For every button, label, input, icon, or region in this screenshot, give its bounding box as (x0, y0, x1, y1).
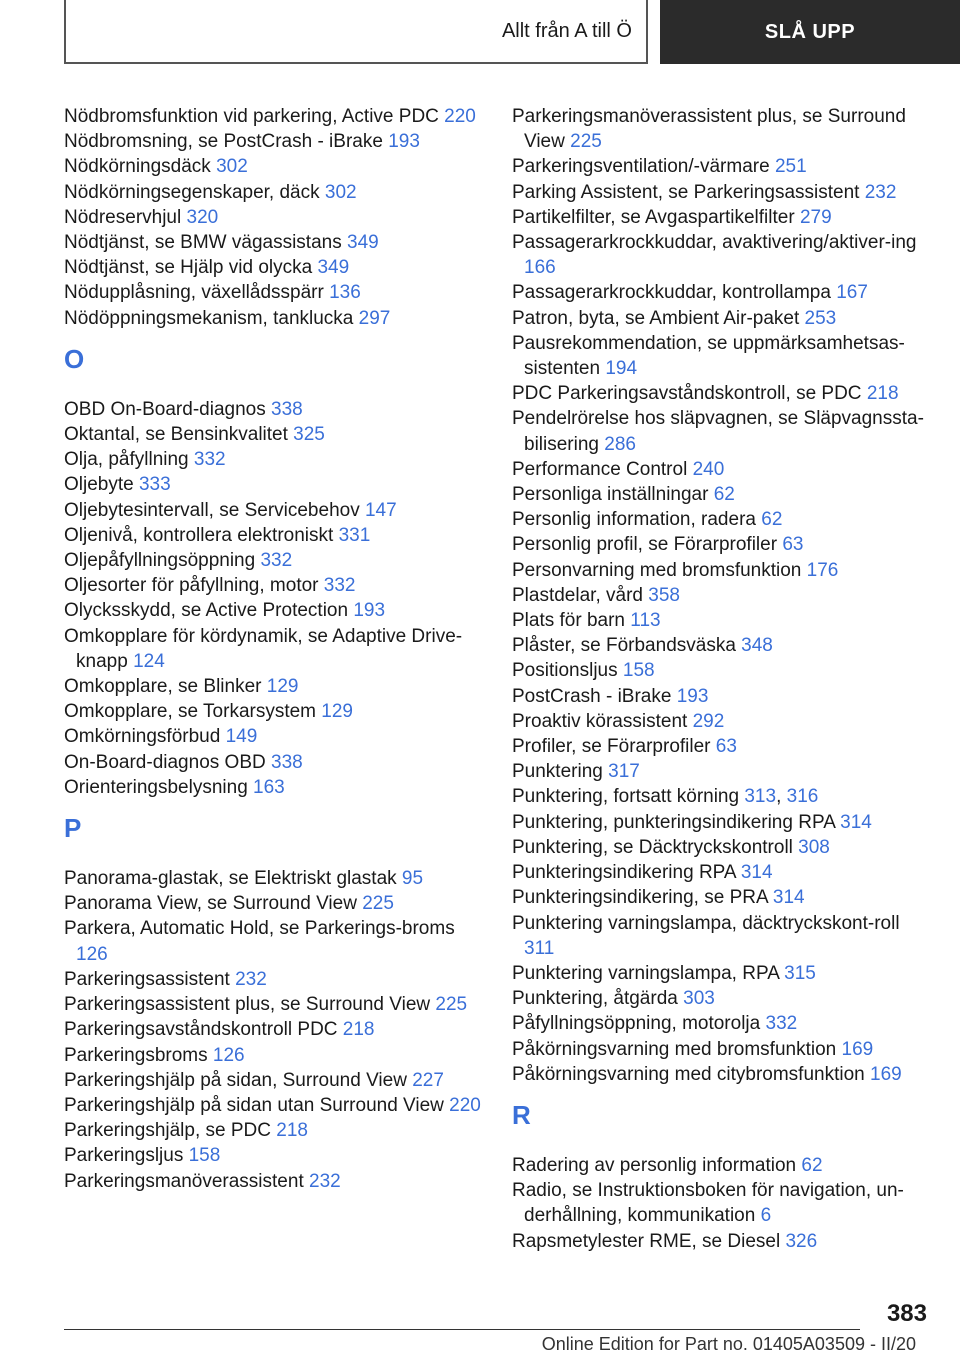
index-entry (512, 608, 927, 633)
index-entry-text: Påkörningsvarning med citybromsfunktion (512, 1063, 865, 1085)
index-entry-text: Påfyllningsöppning, motorolja (512, 1013, 761, 1035)
page-reference-link[interactable]: 176 (806, 559, 839, 581)
index-entry (512, 961, 927, 986)
index-entry (64, 280, 484, 305)
index-entry (512, 558, 927, 583)
page-reference-link[interactable]: 313 (744, 786, 777, 808)
index-entry (512, 1011, 927, 1036)
index-entry (512, 684, 927, 709)
index-entry (512, 205, 927, 230)
index-entry-text: Radering av personlig information (512, 1154, 797, 1176)
page-reference-link[interactable]: 333 (138, 474, 171, 496)
index-entry-text: Nödupplåsning, växellådsspärr (64, 282, 324, 304)
lookup-button[interactable] (660, 0, 960, 64)
page-reference-link[interactable]: 302 (324, 181, 357, 203)
index-entry-text: Partikelfilter, se Avgaspartikelfilter (512, 206, 795, 228)
index-entry-text: PostCrash - iBrake (512, 685, 672, 707)
index-entry (512, 280, 927, 305)
index-entry-text: Parkeringshjälp på sidan utan Surround View (64, 1094, 444, 1116)
index-entry-text: Oljebytesintervall, se Servicebehov (64, 499, 360, 521)
page-reference-link[interactable]: 348 (741, 635, 773, 657)
page-reference-link[interactable]: 320 (186, 206, 219, 228)
lookup-button-label: SLÅ UPP (764, 20, 856, 43)
index-entry-text: Punktering varningslampa, däcktryckskont-roll (512, 912, 900, 934)
index-entry (512, 180, 927, 205)
index-entry (64, 306, 484, 331)
index-entry (512, 381, 927, 406)
page-reference-link[interactable]: 62 (713, 484, 735, 506)
index-entry-text: Oktantal, se Bensinkvalitet (64, 424, 288, 446)
page-reference-link[interactable]: 194 (605, 358, 638, 380)
index-entry-text: Nödreservhjul (64, 206, 182, 228)
page-reference-link[interactable]: 124 (133, 650, 165, 672)
index-entry-text: Panorama View, se Surround View (64, 893, 357, 915)
page-reference-link[interactable]: 126 (76, 943, 108, 965)
index-entry-text: Oljenivå, kontrollera elektroniskt (64, 524, 334, 546)
index-entry (512, 1153, 927, 1178)
footer-divider (64, 1329, 860, 1330)
index-entry-text: Nödkörningsdäck (64, 156, 211, 178)
index-entry (64, 447, 484, 472)
index-entry (512, 1062, 927, 1087)
page-reference-link[interactable]: 158 (622, 660, 655, 682)
index-entry (64, 422, 484, 447)
page-reference-link[interactable]: 193 (676, 685, 709, 707)
index-entry-text: Personlig information, radera (512, 509, 756, 531)
page-reference-link[interactable]: 311 (524, 937, 555, 959)
index-entry-text: Nödbromsfunktion vid parkering, Active PDC (64, 106, 439, 127)
page-reference-link[interactable]: 338 (271, 398, 303, 420)
index-entry-text: Påkörningsvarning med bromsfunktion (512, 1038, 837, 1060)
index-entry (64, 1169, 484, 1194)
index-entry-text: Oljesorter för påfyllning, motor (64, 575, 319, 597)
page-reference-link[interactable]: 95 (401, 868, 424, 890)
index-entry (512, 835, 927, 860)
page-reference-link[interactable]: 292 (692, 710, 725, 732)
index-entry (64, 523, 484, 548)
index-entry (512, 709, 927, 734)
page-reference-link[interactable]: 169 (870, 1063, 902, 1085)
page-reference-link[interactable]: 303 (683, 988, 715, 1010)
index-entry-text: Omkopplare, se Torkarsystem (64, 701, 317, 723)
page-reference-link[interactable]: 331 (338, 524, 371, 546)
index-entry-text: Parkeringsavståndskontroll PDC (64, 1019, 338, 1041)
page-reference-link[interactable]: 279 (799, 206, 832, 228)
index-entry-text: Plåster, se Förbandsväska (512, 635, 736, 657)
page-reference-link[interactable]: 63 (715, 736, 737, 758)
page-reference-link[interactable]: 240 (692, 458, 725, 480)
index-entry (512, 810, 927, 835)
page-reference-link[interactable]: 166 (524, 257, 556, 279)
page-reference-link[interactable]: 227 (412, 1069, 444, 1091)
index-entry (64, 1143, 484, 1168)
index-entry (64, 397, 484, 422)
page-reference-link[interactable]: 308 (798, 836, 830, 858)
index-entry (512, 482, 927, 507)
index-entry-text: Passagerarkrockkuddar, avaktivering/aktiver-ing (512, 232, 917, 254)
page-reference-link[interactable]: 225 (362, 893, 394, 915)
index-entry-text: Olja, påfyllning (64, 449, 189, 471)
index-entry (64, 1118, 484, 1143)
index-entry-text: Orienteringsbelysning (64, 776, 248, 798)
index-entry (512, 658, 927, 683)
index-entry-text: OBD On-Board-diagnos (64, 398, 266, 420)
page-reference-link[interactable]: 129 (321, 701, 353, 723)
index-entry (64, 180, 484, 205)
page-reference-link[interactable]: 253 (804, 307, 837, 329)
index-entry: Punktering, fortsatt körning 313, 316 (512, 786, 819, 808)
index-entry (64, 1043, 484, 1068)
page-reference-link[interactable]: 316 (786, 786, 819, 808)
index-entry-text: Parkeringshjälp, se PDC (64, 1120, 271, 1142)
page-reference-link[interactable]: 314 (740, 862, 773, 884)
index-entry (512, 507, 927, 532)
page-reference-link[interactable]: 251 (774, 156, 807, 178)
page-reference-link[interactable]: 63 (782, 534, 804, 556)
index-entry-text: Proaktiv körassistent (512, 710, 688, 732)
index-entry (64, 866, 484, 891)
page-reference-link[interactable]: 332 (765, 1013, 798, 1035)
index-entry (512, 633, 927, 658)
page-reference-link[interactable]: 167 (836, 282, 868, 304)
index-entry-text: Oljepåfyllningsöppning (64, 550, 256, 572)
page-reference-link[interactable]: 317 (608, 761, 640, 783)
index-entry (512, 1178, 927, 1228)
page-reference-link[interactable]: 193 (353, 600, 386, 622)
index-entry-text: Punktering, se Däcktryckskontroll (512, 836, 793, 858)
index-entry (512, 583, 927, 608)
index-entry-text: PDC Parkeringsavståndskontroll, se PDC (512, 383, 862, 405)
index-entry-text: Oljebyte (64, 474, 134, 496)
index-entry-text: Olycksskydd, se Active Protection (64, 600, 349, 622)
index-entry (512, 1229, 927, 1254)
page-reference-link[interactable]: 169 (841, 1038, 874, 1060)
index-entry (64, 104, 484, 129)
page-reference-link[interactable]: 225 (570, 131, 602, 153)
page-reference-link[interactable]: 349 (317, 257, 350, 279)
index-entry-text: Punkteringsindikering RPA (512, 862, 736, 884)
index-entry-text: Punktering varningslampa, RPA (512, 962, 779, 984)
index-entry (64, 1093, 484, 1118)
index-entry-text: Personlig profil, se Förarprofiler (512, 534, 778, 556)
page-reference-link[interactable]: 232 (864, 181, 897, 203)
index-entry (64, 916, 484, 966)
index-entry (64, 498, 484, 523)
index-entry (64, 472, 484, 497)
page-reference-link[interactable]: 338 (271, 751, 303, 773)
index-entry (64, 154, 484, 179)
index-entry (64, 674, 484, 699)
index-entry-text: Punktering (512, 761, 603, 783)
index-entry-text: Personvarning med bromsfunktion (512, 559, 802, 581)
index-entry-text: Rapsmetylester RME, se Diesel (512, 1230, 781, 1252)
index-entry-text: Omkopplare för kördynamik, se Adaptive Drive-knapp (64, 625, 463, 672)
index-entry (512, 860, 927, 885)
index-entry (512, 406, 927, 456)
edition-note: Online Edition for Part no. 01405A03509 - II/20 (541, 1334, 916, 1354)
index-entry-text: Parkeringsmanöverassistent (64, 1170, 304, 1192)
index-entry (512, 885, 927, 910)
index-entry (64, 573, 484, 598)
page-reference-link[interactable]: 225 (435, 994, 468, 1016)
index-entry (512, 230, 927, 280)
index-entry-text: Plastdelar, vård (512, 584, 643, 606)
index-entry-text: Positionsljus (512, 660, 618, 682)
index-entry-text: Panorama-glastak, se Elektriskt glastak (64, 868, 397, 890)
index-entry-text: Plats för barn (512, 610, 625, 632)
page-reference-link[interactable]: 158 (188, 1145, 221, 1167)
page-reference-link[interactable]: 193 (388, 131, 420, 153)
section-tab-label: Allt från A till Ö (501, 19, 632, 42)
index-entry-text: Pendelrörelse hos släpvagnen, se Släpvagnssta-bilisering (512, 408, 924, 455)
index-entry (512, 986, 927, 1011)
page-reference-link[interactable]: 302 (216, 156, 248, 178)
page-reference-link[interactable]: 358 (648, 584, 680, 606)
page-reference-link[interactable]: 326 (785, 1230, 818, 1252)
index-entry-text: Parkeringsventilation/-värmare (512, 156, 770, 178)
index-column-left (64, 104, 484, 1194)
index-column-right (512, 104, 927, 1254)
page-reference-link[interactable]: 220 (444, 106, 476, 127)
index-entry-text: Punktering, punkteringsindikering RPA (512, 811, 835, 833)
page-reference-link[interactable]: 332 (260, 550, 293, 572)
index-entry-text: Punktering, åtgärda (512, 988, 678, 1010)
index-entry (512, 154, 927, 179)
index-entry (512, 911, 927, 961)
index-entry (512, 1037, 927, 1062)
page-reference-link[interactable]: 6 (760, 1205, 772, 1227)
index-entry-text: Profiler, se Förarprofiler (512, 736, 711, 758)
index-entry (64, 205, 484, 230)
index-entry-text: Personliga inställningar (512, 484, 709, 506)
index-entry-text: Pausrekommendation, se uppmärksamhetsas-sistenten (512, 332, 905, 380)
index-entry-text: Nödkörningsegenskaper, däck (64, 181, 320, 203)
index-entry (512, 457, 927, 482)
index-letter-heading: O (64, 343, 85, 374)
index-entry (64, 1068, 484, 1093)
page-reference-link[interactable]: 126 (212, 1044, 245, 1066)
index-entry (512, 759, 927, 784)
index-entry-text: Parkera, Automatic Hold, se Parkerings-broms (64, 918, 455, 940)
page-reference-link[interactable]: 218 (866, 383, 899, 405)
page-reference-link[interactable]: 220 (449, 1094, 481, 1116)
page-reference-link[interactable]: 314 (840, 811, 872, 833)
index-entry-text: Nödtjänst, se Hjälp vid olycka (64, 257, 313, 279)
index-entry (64, 750, 484, 775)
index-entry-text: Parkeringsassistent plus, se Surround View (64, 994, 431, 1016)
index-entry (64, 548, 484, 573)
index-entry (64, 598, 484, 623)
index-entry (64, 967, 484, 992)
page-reference-link[interactable]: 163 (253, 776, 285, 798)
index-entry (64, 775, 484, 800)
page-reference-link[interactable]: 149 (225, 726, 258, 748)
index-entry-text: Parking Assistent, se Parkeringsassistent (512, 181, 860, 203)
index-entry-text: Punkteringsindikering, se PRA (512, 887, 768, 909)
page-reference-link[interactable]: 136 (329, 282, 361, 304)
index-entry-text: Performance Control (512, 458, 688, 480)
page-reference-link[interactable]: 332 (323, 575, 356, 597)
index-entry-text: Parkeringsljus (64, 1145, 184, 1167)
index-entry (64, 891, 484, 916)
section-tab[interactable] (64, 0, 648, 64)
page-reference-link[interactable]: 232 (309, 1170, 341, 1192)
index-entry-text: Parkeringshjälp på sidan, Surround View (64, 1069, 407, 1091)
page-reference-link[interactable]: 297 (358, 307, 391, 329)
index-entry-text: Passagerarkrockkuddar, kontrollampa (512, 282, 831, 304)
index-entry (512, 104, 927, 154)
page-reference-link[interactable]: 286 (604, 433, 636, 455)
index-entry (64, 992, 484, 1017)
page-reference-link[interactable]: 218 (276, 1120, 308, 1142)
index-entry (512, 306, 927, 331)
index-letter-heading: P (64, 813, 82, 844)
index-entry-text: Nödbromsning, se PostCrash - iBrake (64, 131, 383, 153)
page-reference-link[interactable]: 325 (293, 424, 325, 446)
index-entry-text: Omkopplare, se Blinker (64, 676, 262, 698)
index-entry (512, 331, 927, 381)
index-entry-text: Punktering, fortsatt körning (512, 786, 740, 808)
page-reference-link[interactable]: 332 (193, 449, 226, 471)
page-number: 383 (886, 1300, 927, 1327)
index-entry (64, 230, 484, 255)
index-entry-text: On-Board-diagnos OBD (64, 751, 266, 773)
page-reference-link[interactable]: 218 (342, 1019, 375, 1041)
index-letter-heading: R (512, 1099, 531, 1130)
index-entry-text: Radio, se Instruktionsboken för navigation, un-derhållning, kommunikation (512, 1180, 904, 1227)
page-reference-link[interactable]: 147 (364, 499, 397, 521)
index-entry-text: Parkeringsbroms (64, 1044, 208, 1066)
page-reference-link[interactable]: 314 (772, 887, 805, 909)
page-reference-link[interactable]: 62 (801, 1154, 823, 1176)
index-entry (64, 255, 484, 280)
index-entry (64, 699, 484, 724)
index-entry-text: Omkörningsförbud (64, 726, 221, 748)
index-entry (64, 724, 484, 749)
index-entry (64, 1017, 484, 1042)
index-entry-text: Nödöppningsmekanism, tanklucka (64, 307, 354, 329)
page-reference-link[interactable]: 232 (235, 968, 267, 990)
page-reference-link[interactable]: 315 (784, 962, 816, 984)
index-entry (64, 624, 484, 674)
page-reference-link[interactable]: 349 (347, 232, 379, 254)
index-entry-text: Parkeringsassistent (64, 968, 230, 990)
page-reference-link[interactable]: 129 (266, 676, 299, 698)
index-entry-text: Nödtjänst, se BMW vägassistans (64, 232, 342, 254)
index-entry (64, 129, 484, 154)
index-entry-text: Parkeringsmanöverassistent plus, se Surround View (512, 106, 906, 153)
page-reference-link[interactable]: 62 (761, 509, 783, 531)
index-entry-text: Patron, byta, se Ambient Air-paket (512, 307, 800, 329)
index-entry (512, 532, 927, 557)
page-reference-link[interactable]: 113 (630, 610, 661, 632)
index-entry (512, 734, 927, 759)
